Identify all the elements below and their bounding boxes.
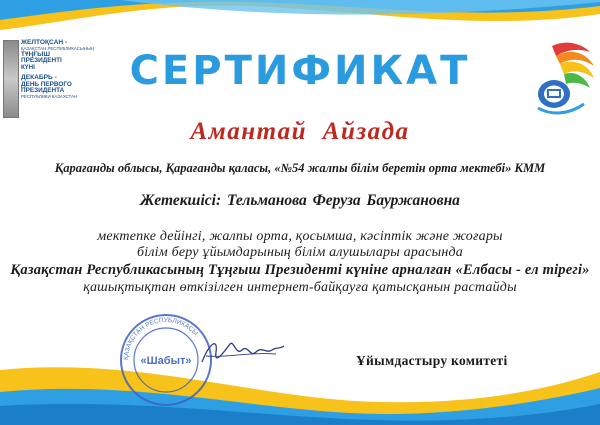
logo-line: ДЕКАБРЬ -: [21, 73, 57, 81]
body-line-3: Қазақстан Республикасының Тұңғыш Президенті күніне арналған «Елбасы - ел тірегі»: [10, 262, 590, 278]
body-line-1: мектепке дейінгі, жалпы орта, қосымша, кәсіптік және жоғары: [97, 229, 503, 244]
school-line: Қарағанды облысы, Қарағанды қаласы, «№54 жалпы білім беретін орта мектебі» КММ: [54, 161, 546, 175]
logo-line: ПРЕЗИДЕНТА: [21, 87, 65, 95]
logo-line: РЕСПУБЛИКИ КАЗАХСТАН: [21, 94, 78, 100]
logo-line: ЖЕЛТОҚСАН -: [21, 39, 68, 46]
stamp-center-text: «Шабыт»: [140, 355, 192, 367]
certificate-title: СЕРТИФИКАТ: [129, 48, 471, 94]
logo-line: КҮНІ: [21, 63, 35, 71]
recipient-name: Амантай Айзада: [190, 118, 410, 145]
body-line-4: қашықтықтан өткізілген интернет-байқауға қатысқанын растайды: [83, 280, 517, 295]
logo-line: ТҰҢҒЫШ: [21, 50, 50, 58]
logo-line: ҚАЗАҚСТАН РЕСПУБЛИКАСЫНЫҢ: [21, 45, 95, 51]
logo-line: ДЕНЬ ПЕРВОГО: [21, 80, 72, 88]
supervisor-line: Жетекшісі: Тельманова Феруза Бауржановна: [140, 192, 460, 209]
signature: [196, 332, 288, 374]
body-line-2: білім беру ұйымдарының білім алушылары арасында: [137, 245, 463, 260]
organizing-committee: Ұйымдастыру комитеті: [356, 353, 508, 368]
logo-line: ПРЕЗИДЕНТІ: [21, 57, 62, 65]
stamp-ring-text: ҚАЗАҚСТАН РЕСПУБЛИКАСЫ: [122, 316, 200, 361]
